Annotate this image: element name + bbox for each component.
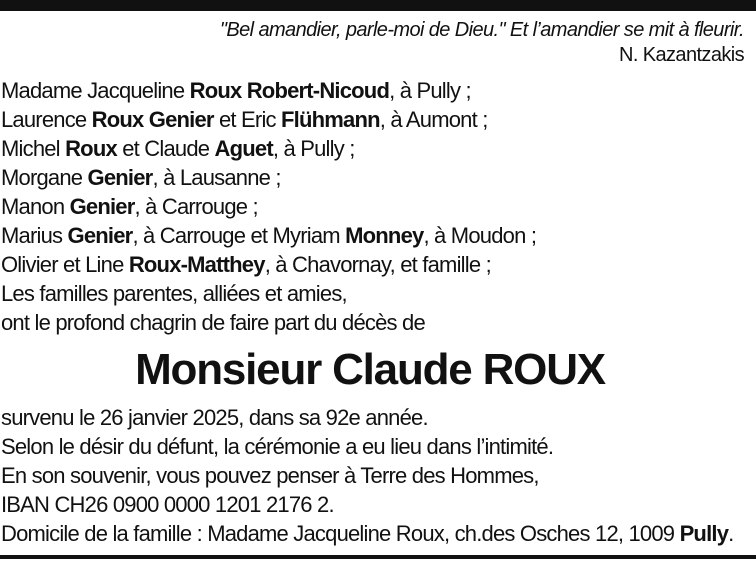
detail-line — [1, 432, 751, 461]
family-line — [1, 250, 751, 279]
text-segment: ont le profond chagrin de faire part du décès de — [1, 310, 425, 335]
text-segment: , à Moudon ; — [423, 223, 537, 248]
text-segment: Marius — [1, 223, 68, 248]
family-line — [1, 221, 751, 250]
text-segment: En son souvenir, vous pouvez penser à Terre des Hommes, — [1, 463, 539, 488]
text-segment: et Claude — [116, 136, 215, 161]
text-segment: Laurence — [1, 107, 92, 132]
name-bold: Pully — [679, 521, 729, 546]
family-list — [1, 76, 751, 337]
text-segment: , à Carrouge ; — [134, 194, 258, 219]
name-bold: Monney — [345, 223, 424, 248]
name-bold: Roux — [65, 136, 117, 161]
deceased-name: Monsieur Claude ROUX — [135, 345, 605, 394]
family-line — [1, 308, 751, 337]
text-segment: Les familles parentes, alliées et amies, — [1, 281, 347, 306]
text-segment: Selon le désir du défunt, la cérémonie a eu lieu dans l’intimité. — [1, 434, 554, 459]
detail-line — [1, 490, 751, 519]
name-bold: Roux Genier — [91, 107, 214, 132]
text-segment: IBAN CH26 0900 0000 1201 2176 2. — [1, 492, 334, 517]
name-bold: Genier — [67, 223, 133, 248]
text-segment: , à Pully ; — [389, 78, 471, 103]
epigraph — [220, 18, 744, 68]
name-bold: Roux Robert-Nicoud — [189, 78, 390, 103]
family-line — [1, 279, 751, 308]
text-segment: et Eric — [213, 107, 282, 132]
detail-line — [1, 519, 751, 548]
text-segment: , à Aumont ; — [379, 107, 488, 132]
epigraph-quote: "Bel amandier, parle-moi de Dieu." Et l’amandier se mit à fleurir. — [219, 19, 744, 41]
text-segment: , à Carrouge et Myriam — [132, 223, 346, 248]
name-bold: Aguet — [214, 136, 273, 161]
notice-details — [1, 403, 751, 548]
family-line — [1, 105, 751, 134]
text-segment: Morgane — [1, 165, 88, 190]
bottom-rule — [0, 555, 756, 559]
text-segment: , à Lausanne ; — [152, 165, 281, 190]
detail-line — [1, 403, 751, 432]
text-segment: , à Pully ; — [272, 136, 355, 161]
text-segment: survenu le 26 janvier 2025, dans sa 92e année. — [1, 405, 428, 430]
text-segment: Madame Jacqueline — [1, 78, 190, 103]
epigraph-author: N. Kazantzakis — [619, 44, 744, 66]
family-line — [1, 76, 751, 105]
name-bold: Genier — [87, 165, 153, 190]
family-line — [1, 163, 751, 192]
detail-line — [1, 461, 751, 490]
text-segment: Olivier et Line — [1, 252, 129, 277]
name-bold: Roux-Matthey — [128, 252, 265, 277]
text-segment: Michel — [1, 136, 66, 161]
text-segment: , à Chavornay, et famille ; — [264, 252, 491, 277]
top-rule — [0, 0, 756, 11]
text-segment: . — [728, 521, 734, 546]
family-line — [1, 192, 751, 221]
family-line — [1, 134, 751, 163]
text-segment: Manon — [1, 194, 70, 219]
text-segment: Domicile de la famille : Madame Jacqueline Roux, ch.des Osches 12, 1009 — [1, 521, 680, 546]
name-bold: Genier — [69, 194, 135, 219]
name-bold: Flühmann — [281, 107, 380, 132]
